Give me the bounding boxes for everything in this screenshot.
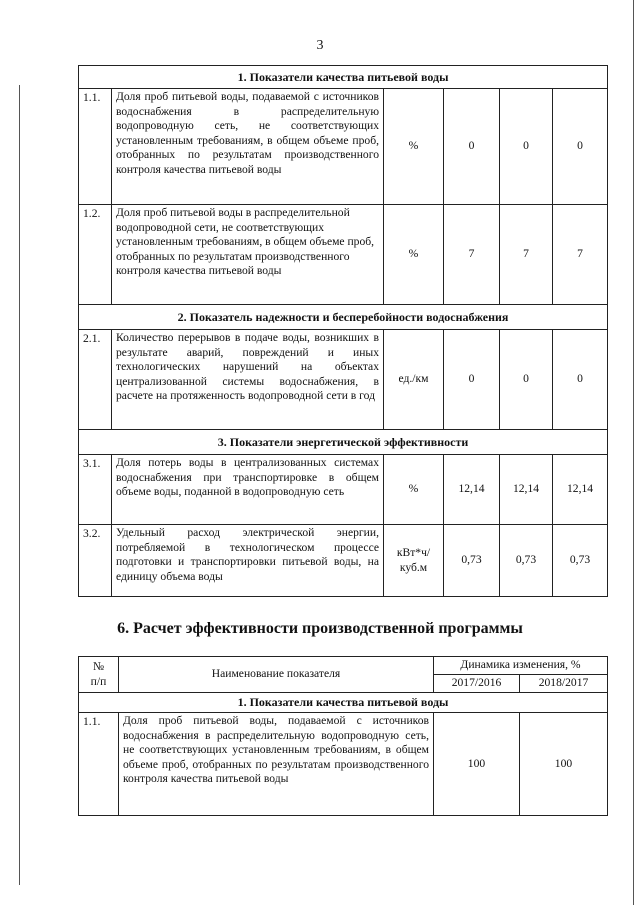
row-value-3: 0: [553, 330, 608, 430]
row-value-2: 100: [520, 713, 608, 816]
row-value-1: 0,73: [444, 525, 500, 597]
row-value-1: 7: [444, 205, 500, 305]
efficiency-table: [78, 656, 608, 816]
row-description: Доля проб питьевой воды, подаваемой с источников водоснабжения в распределительную водопроводную сеть, не соответствующих установленным требованиям, в общем объеме проб, отобранных по результатам производственного контроля качества питьевой воды: [112, 89, 384, 205]
row-unit: [384, 525, 444, 597]
section-title-quality: 1. Показатели качества питьевой воды: [79, 66, 608, 89]
row-number: 2.1.: [79, 330, 112, 430]
row-description: Доля проб питьевой воды в распределительной водопроводной сети, не соответствующих установленным требованиям, в общем объеме проб, отобранных по результатам производственного контроля качества питьевой воды: [112, 205, 384, 305]
header-num-line-2: п/п: [90, 674, 107, 688]
table-row: [79, 330, 608, 430]
row-value-3: 0: [553, 89, 608, 205]
row-value-3: 7: [553, 205, 608, 305]
row-number: 3.2.: [79, 525, 112, 597]
row-unit: ед./км: [384, 330, 444, 430]
header-period-2: 2018/2017: [520, 675, 608, 693]
row-value-2: 0: [500, 330, 553, 430]
header-dynamics: Динамика изменения, %: [434, 657, 608, 675]
row-value-2: 7: [500, 205, 553, 305]
unit-line-2: куб.м: [399, 560, 428, 574]
page-number: 3: [316, 38, 324, 53]
header-num-line-1: №: [92, 660, 105, 673]
row-value-2: 0,73: [500, 525, 553, 597]
indicators-table: [78, 65, 608, 597]
row-value-1: 100: [434, 713, 520, 816]
section-title-quality: 1. Показатели качества питьевой воды: [79, 693, 608, 713]
row-description: Доля проб питьевой воды, подаваемой с источников водоснабжения в распределительную водопроводную сеть, не соответствующих установленным требованиям, в общем объеме проб, отобранных по результатам производственного контроля качества питьевой воды: [119, 713, 434, 816]
row-value-2: 12,14: [500, 455, 553, 525]
row-number: 1.2.: [79, 205, 112, 305]
section-heading: 6. Расчет эффективности производственной программы: [117, 620, 523, 637]
row-value-3: 12,14: [553, 455, 608, 525]
table-row: [79, 713, 608, 816]
row-description: Количество перерывов в подаче воды, возникших в результате аварий, повреждений и иных технологических нарушений на объектах централизованной системы водоснабжения, в расчете на протяженность водопроводной сети в год: [112, 330, 384, 430]
row-number: 3.1.: [79, 455, 112, 525]
row-unit: %: [384, 89, 444, 205]
row-value-1: 0: [444, 89, 500, 205]
table-row: [79, 455, 608, 525]
table-row: [79, 89, 608, 205]
table-row: [79, 525, 608, 597]
row-number: 1.1.: [79, 713, 119, 816]
unit-line-1: кВт*ч/: [396, 546, 431, 559]
row-unit: %: [384, 205, 444, 305]
row-value-2: 0: [500, 89, 553, 205]
row-description: Удельный расход электрической энергии, потребляемой в технологическом процессе подготовки и транспортировки питьевой воды, на единицу объема воды: [112, 525, 384, 597]
row-unit: %: [384, 455, 444, 525]
header-name: Наименование показателя: [119, 657, 434, 693]
header-period-1: 2017/2016: [434, 675, 520, 693]
row-value-1: 12,14: [444, 455, 500, 525]
scan-edge-right: [633, 0, 634, 905]
row-number: 1.1.: [79, 89, 112, 205]
section-title-energy: 3. Показатели энергетической эффективности: [79, 430, 608, 455]
row-value-3: 0,73: [553, 525, 608, 597]
scan-edge-left: [19, 85, 20, 885]
row-value-1: 0: [444, 330, 500, 430]
section-title-reliability: 2. Показатель надежности и бесперебойности водоснабжения: [79, 305, 608, 330]
table-row: [79, 205, 608, 305]
header-num: [79, 657, 119, 693]
row-description: Доля потерь воды в централизованных системах водоснабжения при транспортировке в общем объеме воды, поданной в водопроводную сеть: [112, 455, 384, 525]
